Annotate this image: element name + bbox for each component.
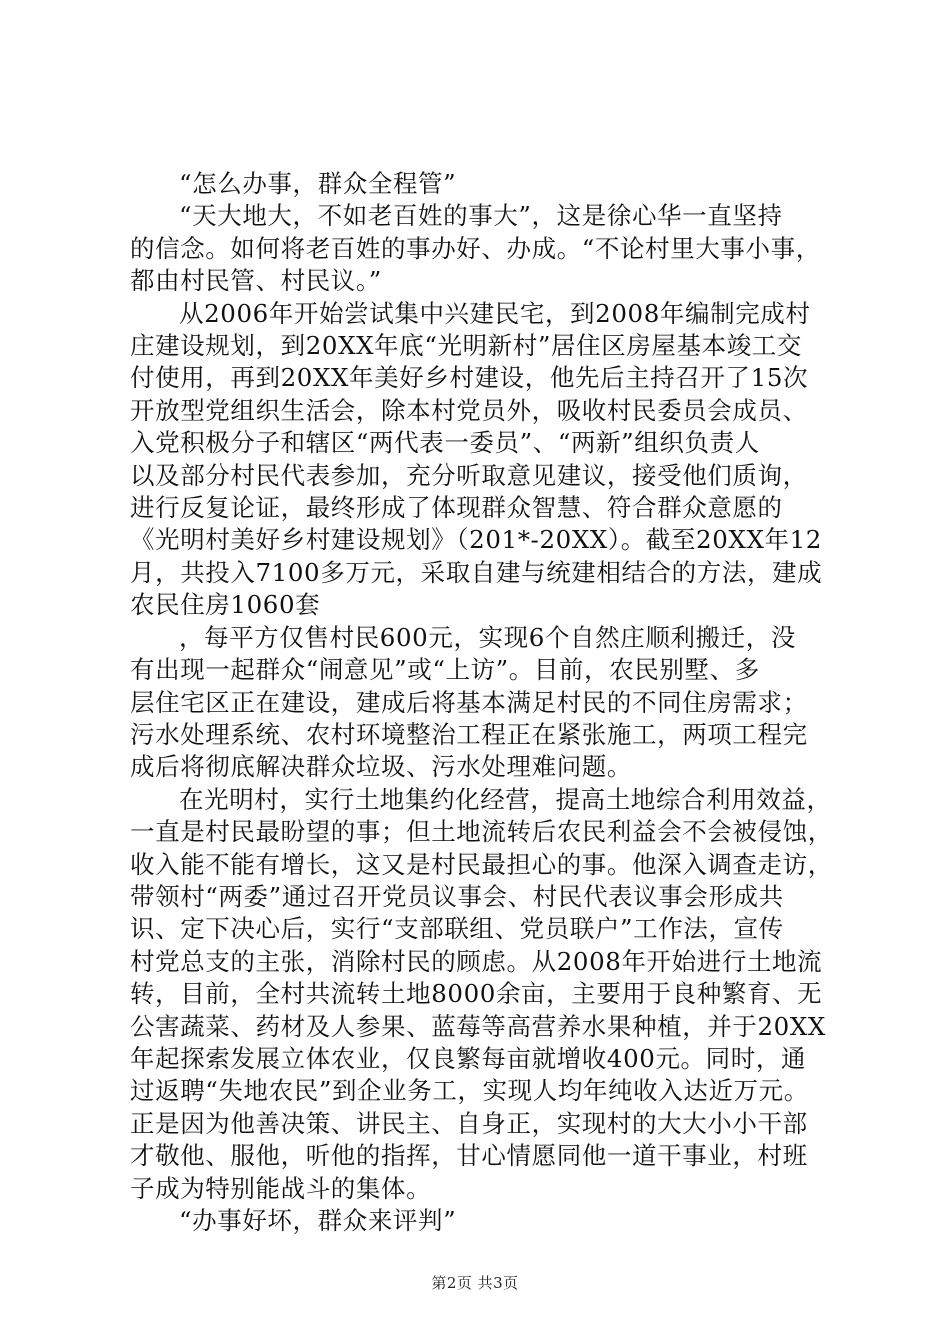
document-body bbox=[130, 168, 840, 1237]
paragraph-4: 在光明村，实行土地集约化经营，提高土地综合利用效益， 一直是村民最盼望的事；但土地流转后农民利益会不会被侵蚀， 收入能不能有增长，这又是村民最担心的事。他深入调查走访， 带领村“两委”通过召开党员议事会、村民代表议事会形成共 识、定下决心后，实行“支部联组、党员联户”工作法，宣传 村党总支的主张，消除村民的顾虑。从2008年开始进行土地流 转，目前，全村共流转土地8000余亩，主要用于良种繁育、无 公害蔬菜、药材及人参果、蓝莓等高营养水果种植，并于20XX 年起探索发展立体农业，仅良繁每亩就增收400元。同时，通 过返聘“失地农民”到企业务工，实现人均年纯收入达近万元。 正是因为他善决策、讲民主、自身正，实现村的大大小小干部 才敬他、服他，听他的指挥，甘心情愿同他一道干事业，村班 子成为特别能战斗的集体。 bbox=[130, 784, 833, 1203]
paragraph-1: “天大地大，不如老百姓的事大”，这是徐心华一直坚持 的信念。如何将老百姓的事办好、办成。“不论村里大事小事， 都由村民管、村民议。” bbox=[130, 201, 821, 296]
paragraph-3: ，每平方仅售村民600元，实现6个自然庄顺利搬迁，没 有出现一起群众“闹意见”或“上访”。目前，农民别墅、多 层住宅区正在建设，建成后将基本满足村民的不同住房需求； 污水处理系统、农村环境整治工程正在紧张施工，两项工程完 成后将彻底解决群众垃圾、污水处理难问题。 bbox=[130, 622, 808, 782]
page-footer: 第2页 共3页 bbox=[431, 1274, 519, 1292]
section-heading-1: “怎么办事，群众全程管” bbox=[179, 169, 457, 198]
section-heading-2: “办事好坏，群众来评判” bbox=[179, 1206, 457, 1235]
paragraph-2: 从2006年开始尝试集中兴建民宅，到2008年编制完成村 庄建设规划，到20XX年底“光明新村”居住区房屋基本竣工交 付使用，再到20XX年美好乡村建设，他先后主持召开了15次 开放型党组织生活会，除本村党员外，吸收村民委员会成员、 入党积极分子和辖区“两代表一委员”、“两新”组织负责人 以及部分村民代表参加，充分听取意见建议，接受他们质询， 进行反复论证，最终形成了体现群众智慧、符合群众意愿的 《光明村美好乡村建设规划》（201*-20XX）。截至20XX年12 月，共投入7100多万元，采取自建与统建相结合的方法，建成 农民住房1060套 bbox=[130, 298, 823, 620]
